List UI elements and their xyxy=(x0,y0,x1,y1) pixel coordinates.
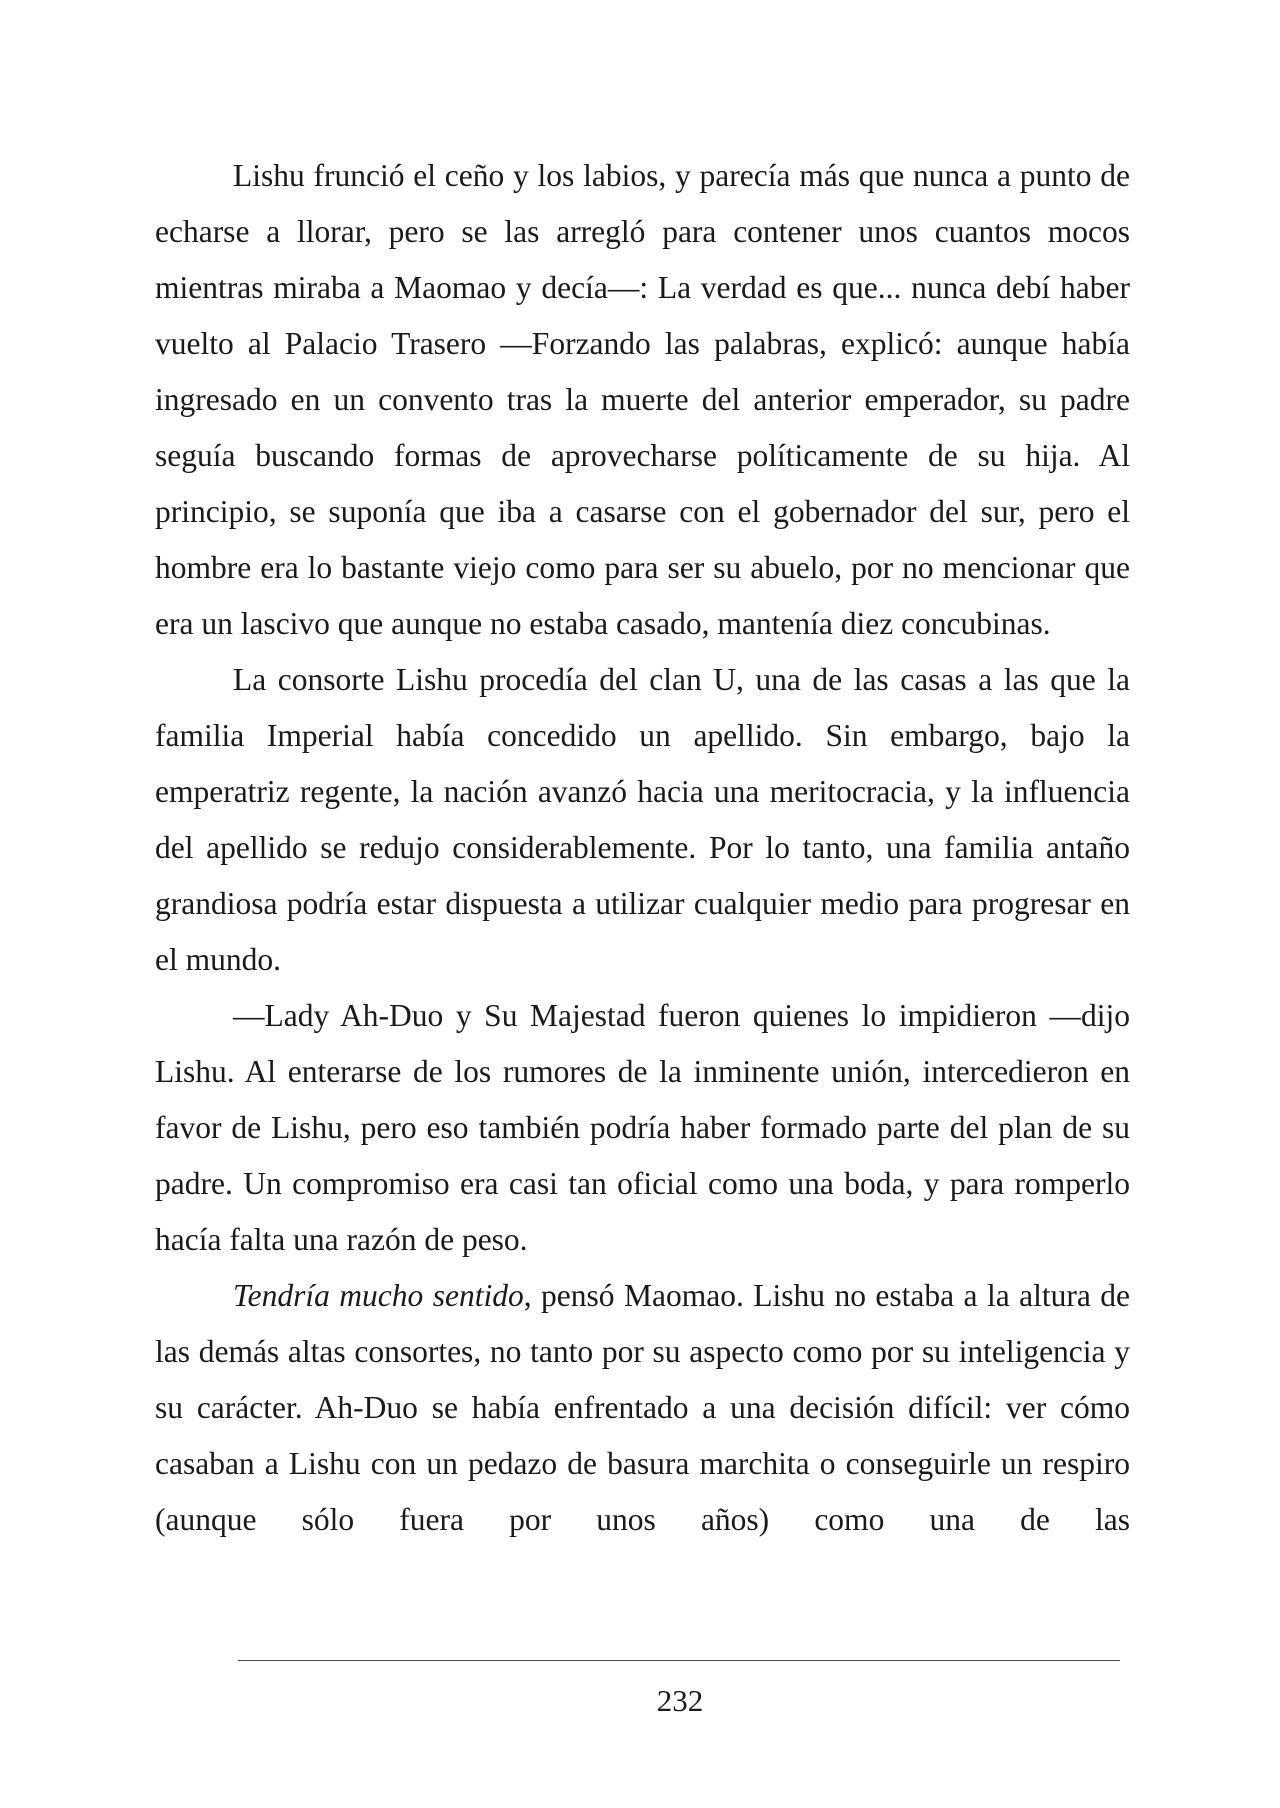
page-number: 232 xyxy=(656,1683,704,1718)
body-text xyxy=(155,148,1130,1548)
paragraph-4-text: , pensó Maomao. Lishu no estaba a la altura de las demás altas consortes, no tanto por su aspecto como por su inteligencia y su carácter. Ah-Duo se había enfrentado a una decisión difícil: ver cómo casaban a Lishu con un pedazo de basura marchita o conseguirle un respiro (aunque sólo fuera por unos años) como una de las xyxy=(155,1278,1131,1537)
paragraph-4 xyxy=(155,1268,1130,1548)
paragraph-2: La consorte Lishu procedía del clan U, una de las casas a las que la familia Imperial había concedido un apellido. Sin embargo, bajo la emperatriz regente, la nación avanzó hacia una meritocracia, y la influencia del apellido se redujo considerablemente. Por lo tanto, una familia antaño grandiosa podría estar dispuesta a utilizar cualquier medio para progresar en el mundo. xyxy=(155,662,1130,977)
italic-thought: Tendría mucho sentido xyxy=(233,1278,524,1313)
footer-divider xyxy=(238,1660,1120,1661)
paragraph-3: —Lady Ah-Duo y Su Majestad fueron quienes lo impidieron —dijo Lishu. Al enterarse de los rumores de la inminente unión, intercedieron en favor de Lishu, pero eso también podría haber formado parte del plan de su padre. Un compromiso era casi tan oficial como una boda, y para romperlo hacía falta una razón de peso. xyxy=(155,998,1130,1257)
paragraph-1: Lishu frunció el ceño y los labios, y parecía más que nunca a punto de echarse a llorar, pero se las arregló para contener unos cuantos mocos mientras miraba a Maomao y decía—: La verdad es que... nunca debí haber vuelto al Palacio Trasero —Forzando las palabras, explicó: aunque había ingresado en un convento tras la muerte del anterior emperador, su padre seguía buscando formas de aprovecharse políticamente de su hija. Al principio, se suponía que iba a casarse con el gobernador del sur, pero el hombre era lo bastante viejo como para ser su abuelo, por no mencionar que era un lascivo que aunque no estaba casado, mantenía diez concubinas. xyxy=(155,158,1130,641)
